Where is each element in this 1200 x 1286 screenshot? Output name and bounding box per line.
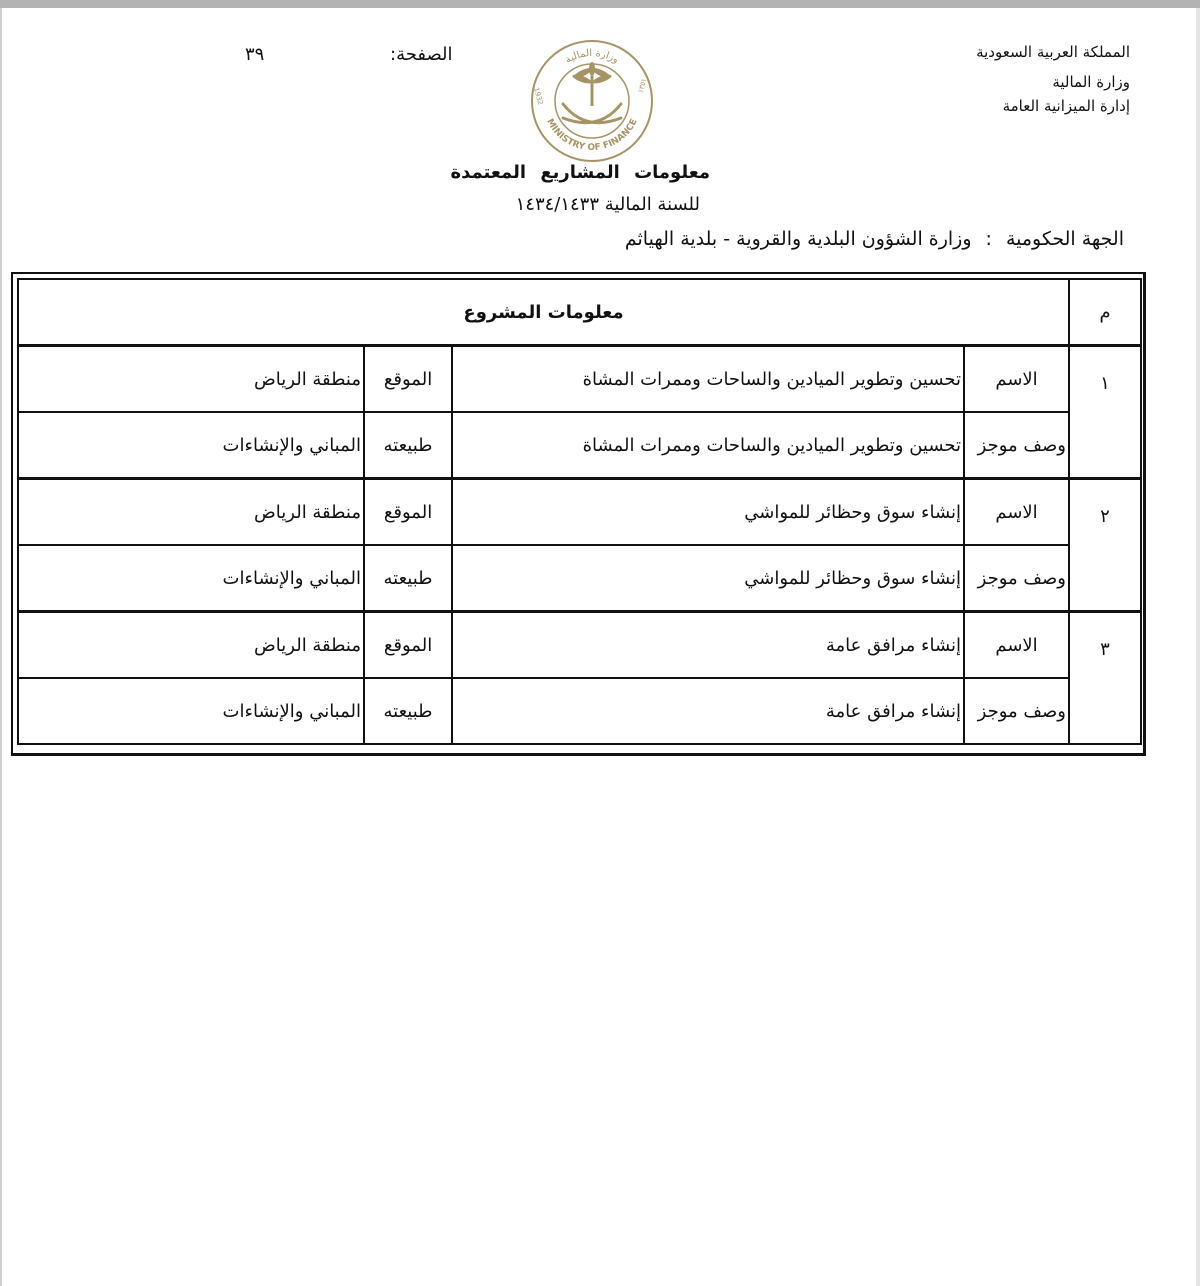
project-description: إنشاء مرافق عامة (452, 678, 964, 744)
project-location: منطقة الرياض (18, 479, 364, 546)
page-label: الصفحة: (390, 44, 453, 65)
project-description: تحسين وتطوير الميادين والساحات وممرات المشاة (452, 412, 964, 479)
kingdom-name: المملكة العربية السعودية (976, 43, 1130, 61)
seal-year-hijri: ١٣٥١ (636, 77, 649, 94)
table-header-row (18, 279, 1141, 346)
label-description: وصف موجز (964, 412, 1069, 479)
label-description: وصف موجز (964, 678, 1069, 744)
header-project-info: معلومات المشروع (18, 279, 1069, 346)
table-row (18, 612, 1141, 679)
seal-bottom-text: MINISTRY OF FINANCE (544, 117, 640, 154)
label-name: الاسم (964, 346, 1069, 413)
department-name: إدارة الميزانية العامة (1002, 97, 1130, 115)
project-index: ١ (1069, 346, 1141, 479)
label-location: الموقع (364, 479, 452, 546)
government-entity (625, 228, 1124, 250)
project-name: إنشاء مرافق عامة (452, 612, 964, 679)
page-number: ٣٩ (245, 44, 265, 65)
seal-year-gregorian: 1932 (532, 86, 545, 106)
entity-label: الجهة الحكومية (1005, 228, 1124, 250)
header-index: م (1069, 279, 1141, 346)
project-nature: المباني والإنشاءات (18, 412, 364, 479)
project-description: إنشاء سوق وحظائر للمواشي (452, 545, 964, 612)
label-name: الاسم (964, 479, 1069, 546)
project-nature: المباني والإنشاءات (18, 545, 364, 612)
project-location: منطقة الرياض (18, 346, 364, 413)
project-name: إنشاء سوق وحظائر للمواشي (452, 479, 964, 546)
project-name: تحسين وتطوير الميادين والساحات وممرات المشاة (452, 346, 964, 413)
project-index: ٣ (1069, 612, 1141, 745)
table-row (18, 678, 1141, 744)
label-nature: طبيعته (364, 412, 452, 479)
ministry-of-finance-seal (525, 40, 660, 162)
project-index: ٢ (1069, 479, 1141, 612)
fiscal-year: للسنة المالية ١٤٣٤/١٤٣٣ (515, 194, 700, 215)
ministry-name: وزارة المالية (1052, 73, 1130, 91)
entity-colon: : (985, 228, 992, 250)
top-bar (0, 0, 1200, 8)
label-location: الموقع (364, 346, 452, 413)
project-location: منطقة الرياض (18, 612, 364, 679)
table-row (18, 479, 1141, 546)
label-nature: طبيعته (364, 678, 452, 744)
entity-value: وزارة الشؤون البلدية والقروية - بلدية الهياثم (624, 228, 972, 250)
table-row (18, 545, 1141, 612)
document-title: معلومات المشاريع المعتمدة (450, 162, 710, 183)
label-description: وصف موجز (964, 545, 1069, 612)
projects-table (17, 278, 1142, 745)
label-location: الموقع (364, 612, 452, 679)
project-nature: المباني والإنشاءات (18, 678, 364, 744)
page-edge-right (1196, 8, 1200, 1286)
label-nature: طبيعته (364, 545, 452, 612)
page-edge-left (0, 8, 2, 1286)
table-row (18, 412, 1141, 479)
issuer-block (830, 40, 1130, 118)
label-name: الاسم (964, 612, 1069, 679)
table-row (18, 346, 1141, 413)
seal-top-text: وزارة المالية (563, 47, 621, 66)
